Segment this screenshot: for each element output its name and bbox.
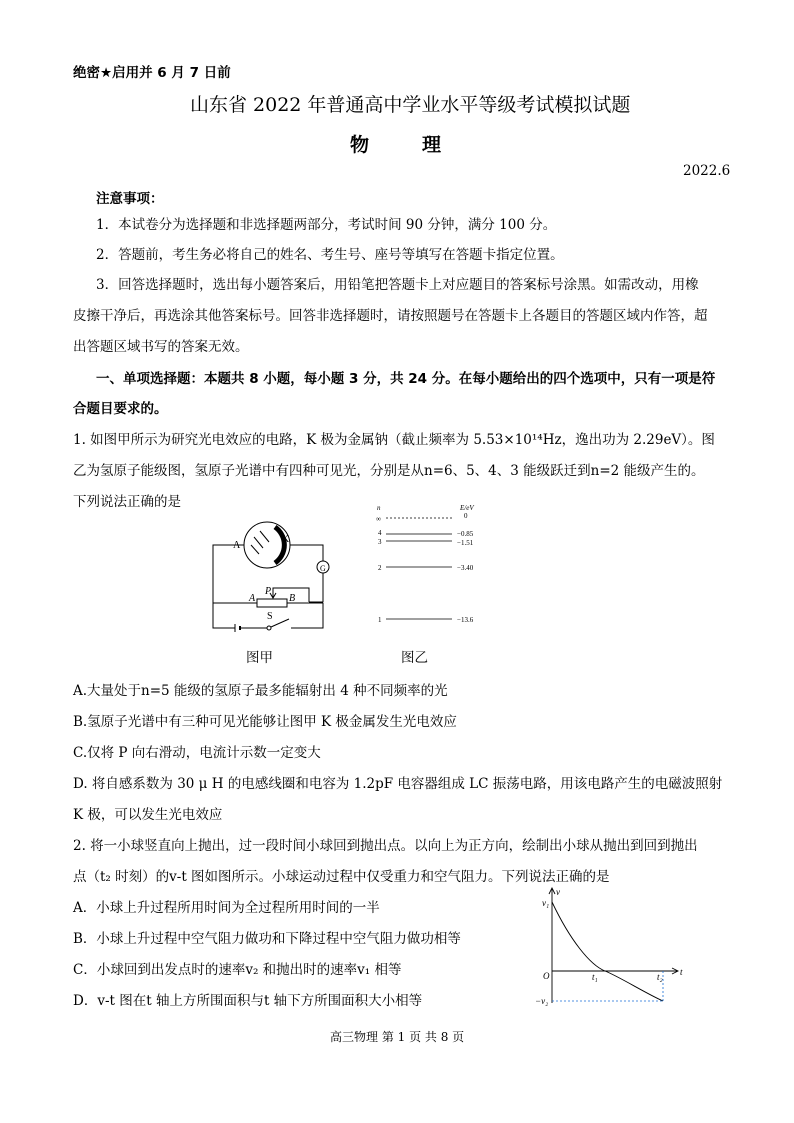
q2-option-c: C．小球回到出发点时的速率v₂ 和抛出时的速率v₁ 相等 [73, 962, 402, 978]
graph-label-t: t [680, 967, 683, 977]
section-heading-line-1: 一、单项选择题：本题共 8 小题，每小题 3 分，共 24 分。在每小题给出的四个选项中，只有一项是符 [96, 371, 716, 387]
level-inf-n: ∞ [376, 515, 381, 523]
fig-b-head-E: E/eV [460, 504, 474, 512]
q2-stem-line-1: 2. 将一小球竖直向上抛出，过一段时间小球回到抛出点。以向上为正方向，绘制出小球从抛出到回到抛出 [73, 838, 698, 854]
notice-item-2: 2．答题前，考生务必将自己的姓名、考生号、座号等填写在答题卡指定位置。 [96, 247, 564, 263]
level-4-E: −0.85 [457, 530, 474, 538]
graph-label-v: v [556, 887, 560, 897]
level-2-E: −3.40 [457, 564, 474, 572]
q1-option-d-line-2: K 极，可以发生光电效应 [73, 807, 223, 823]
q1-option-c: C.仅将 P 向右滑动，电流计示数一定变大 [73, 745, 321, 761]
q2-option-b: B．小球上升过程中空气阻力做功和下降过程中空气阻力做功相等 [73, 931, 461, 947]
graph-label-O: O [543, 971, 550, 981]
q2-option-a: A．小球上升过程所用时间为全过程所用时间的一半 [73, 900, 380, 916]
fig-a-label-B: B [289, 593, 296, 604]
fig-a-label-K: K [282, 534, 290, 545]
level-3-E: −1.51 [457, 539, 474, 547]
fig-a-label-A2: A [249, 593, 256, 604]
level-1-E: −13.6 [457, 616, 474, 624]
exam-title: 山东省 2022 年普通高中学业水平等级考试模拟试题 [190, 94, 631, 116]
fig-a-label-G: G [320, 564, 326, 573]
level-4-n: 4 [378, 529, 382, 537]
fig-a-label-A: A [233, 540, 241, 551]
fig-a-label-S: S [267, 611, 273, 622]
level-3-n: 3 [378, 538, 382, 546]
level-inf-E: 0 [464, 512, 468, 520]
exam-date: 2022.6 [683, 163, 731, 179]
secrecy-label: 绝密★启用并 6 月 7 日前 [73, 65, 231, 81]
photoelectric-circuit-figure [205, 515, 335, 635]
q1-option-a: A.大量处于n=5 能级的氢原子最多能辐射出 4 种不同频率的光 [73, 683, 448, 699]
fig-b-head-n: n [377, 504, 381, 512]
graph-label-v1: v₁ [542, 898, 550, 908]
q1-stem-line-3: 下列说法正确的是 [73, 494, 181, 510]
subject-char-1: 物 [350, 134, 372, 156]
q1-option-d-line-1: D. 将自感系数为 30 μ H 的电感线圈和电容为 1.2pF 电容器组成 LC 振荡电路，用该电路产生的电磁波照射 [73, 776, 723, 792]
notice-item-3-line-3: 出答题区域书写的答案无效。 [73, 339, 249, 355]
graph-label-t2: t₂ [657, 972, 663, 982]
page-footer: 高三物理 第 1 页 共 8 页 [330, 1030, 465, 1044]
graph-label-minus-v2: −v₂ [535, 996, 549, 1006]
q1-option-b: B.氢原子光谱中有三种可见光能够让图甲 K 极金属发生光电效应 [73, 714, 457, 730]
fig-a-caption: 图甲 [246, 650, 273, 666]
level-2-n: 2 [378, 564, 382, 572]
notice-item-3-line-2: 皮擦干净后，再选涂其他答案标号。回答非选择题时，请按照题号在答题卡上各题目的答题区域内作答，超 [73, 308, 708, 324]
notice-heading: 注意事项： [96, 191, 164, 207]
q1-stem-line-2: 乙为氢原子能级图，氢原子光谱中有四种可见光，分别是从n=6、5、4、3 能级跃迁到n=2 能级产生的。 [73, 463, 705, 479]
graph-label-t1: t₁ [592, 972, 598, 982]
subject-char-2: 理 [422, 134, 444, 156]
section-heading-line-2: 合题目要求的。 [73, 401, 168, 417]
notice-item-1: 1．本试卷分为选择题和非选择题两部分，考试时间 90 分钟，满分 100 分。 [96, 217, 557, 233]
q2-stem-line-2: 点（t₂ 时刻）的v-t 图如图所示。小球运动过程中仅受重力和空气阻力。下列说法正确的是 [73, 869, 610, 885]
notice-item-3-line-1: 3．回答选择题时，选出每小题答案后，用铅笔把答题卡上对应题目的答案标号涂黑。如需改动，用橡 [96, 277, 699, 293]
vt-graph [530, 885, 690, 1010]
q1-stem-line-1: 1. 如图甲所示为研究光电效应的电路，K 极为金属钠（截止频率为 5.53×10¹⁴Hz，逸出功为 2.29eV）。图 [73, 432, 715, 448]
energy-level-diagram [370, 498, 490, 628]
fig-b-caption: 图乙 [401, 650, 428, 666]
fig-a-label-P: P [265, 586, 272, 597]
level-1-n: 1 [378, 616, 382, 624]
q2-option-d: D．v-t 图在t 轴上方所围面积与t 轴下方所围面积大小相等 [73, 993, 423, 1009]
